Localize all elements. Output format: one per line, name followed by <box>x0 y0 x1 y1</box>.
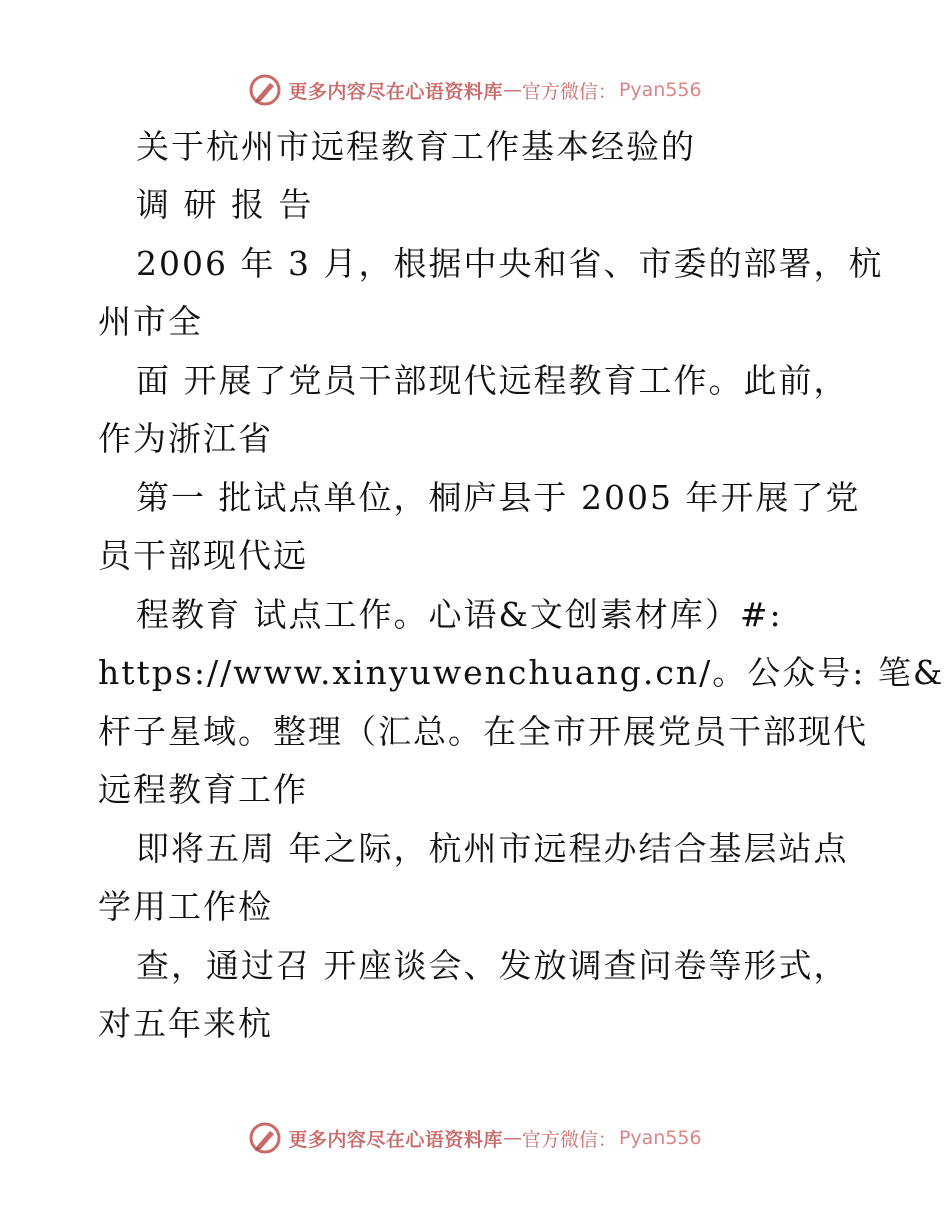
footer-banner-wechat-id: Pyan556 <box>618 1127 702 1149</box>
doc-line: 即将五周 年之际，杭州市远程办结合基层站点 <box>136 829 849 868</box>
header-banner-main: 更多内容尽在心语资料库 <box>288 80 503 103</box>
doc-line: 杆子星域。整理（汇总。在全市开展党员干部现代 <box>98 712 868 751</box>
doc-line: 2006 年 3 月，根据中央和省、市委的部署，杭 <box>136 244 884 283</box>
header-banner-dash: — <box>502 79 522 101</box>
doc-line: 查，通过召 开座谈会、发放调查问卷等形式， <box>136 946 849 985</box>
doc-line: 学用工作检 <box>98 887 273 926</box>
doc-line: 远程教育工作 <box>98 770 308 809</box>
doc-line-url: https://www.xinyuwenchuang.cn/。公众号: 笔& <box>98 653 945 692</box>
doc-line: 作为浙江省 <box>98 419 273 458</box>
doc-line: 州市全 <box>98 302 203 341</box>
doc-line: 面 开展了党员干部现代远程教育工作。此前， <box>136 361 849 400</box>
doc-line: 第一 批试点单位，桐庐县于 2005 年开展了党 <box>136 478 861 517</box>
doc-title-line-2: 调 研 报 告 <box>136 185 314 224</box>
doc-line: 程教育 试点工作。心语&文创素材库）#: <box>136 595 783 634</box>
doc-title-line-1: 关于杭州市远程教育工作基本经验的 <box>136 127 696 166</box>
footer-banner-main: 更多内容尽在心语资料库 <box>288 1128 503 1151</box>
footer-banner <box>0 1118 950 1158</box>
doc-line: 对五年来杭 <box>98 1004 273 1043</box>
pen-logo-icon <box>248 1121 282 1155</box>
doc-line: 员干部现代远 <box>98 536 308 575</box>
header-banner-wechat-id: Pyan556 <box>618 79 702 101</box>
footer-banner-dash: — <box>502 1127 522 1149</box>
footer-banner-sub: 官方微信： <box>521 1128 617 1151</box>
header-banner-sub: 官方微信： <box>521 80 617 103</box>
